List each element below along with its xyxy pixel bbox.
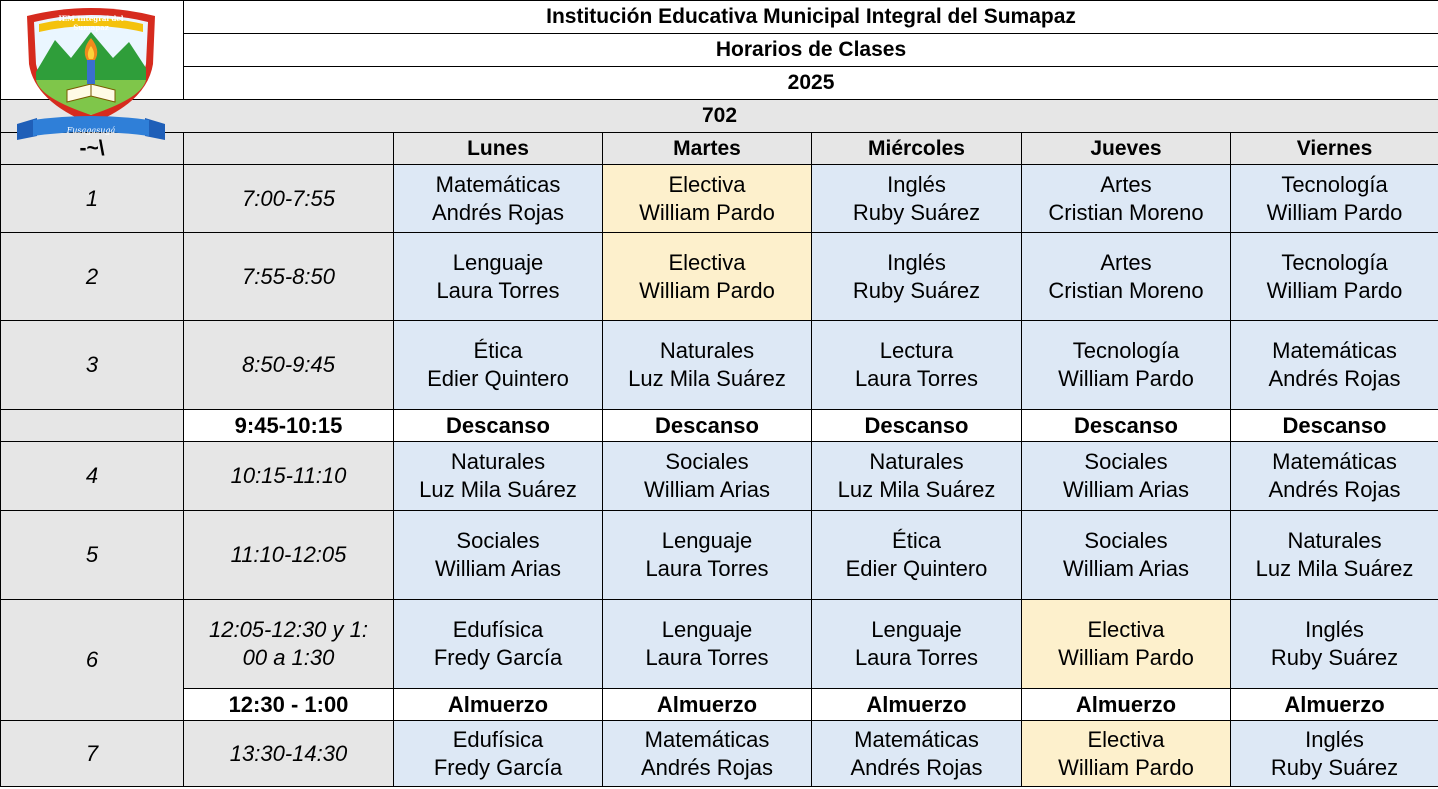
break-label: Almuerzo [394, 689, 603, 721]
subject-name: Electiva [668, 249, 746, 275]
class-cell [394, 233, 603, 321]
teacher-name: Ruby Suárez [852, 199, 981, 225]
teacher-name: William Arias [435, 556, 561, 581]
subject-name: Matemáticas [1272, 449, 1397, 474]
teacher-name: Laura Torres [436, 277, 560, 303]
class-cell [1022, 165, 1231, 233]
break-period-cell [1, 410, 184, 442]
break-label: Descanso [1022, 410, 1231, 442]
break-time: 9:45-10:15 [184, 410, 394, 442]
break-row [1, 410, 1438, 442]
period-number: 4 [1, 442, 184, 511]
class-cell [603, 233, 812, 321]
subject-name: Tecnología [1072, 338, 1180, 363]
class-cell [1022, 442, 1231, 511]
class-cell [1022, 511, 1231, 600]
subject-name: Electiva [1087, 617, 1165, 642]
break-label: Descanso [394, 410, 603, 442]
teacher-name: Andrés Rojas [1268, 477, 1401, 502]
class-cell [1231, 511, 1438, 600]
subject-name: Edufísica [452, 617, 544, 642]
year-label: 2025 [184, 67, 1438, 100]
period-time-text: 11:10-12:05 [230, 542, 347, 567]
period-row [1, 600, 1438, 689]
day-header-jueves: Jueves [1022, 133, 1231, 165]
time-header [184, 133, 394, 165]
subject-name: Inglés [1305, 617, 1364, 642]
day-header-miercoles: Miércoles [812, 133, 1022, 165]
teacher-name: Luz Mila Suárez [1255, 556, 1414, 581]
period-time [184, 321, 394, 410]
subject-name: Lenguaje [871, 617, 962, 642]
class-cell [812, 321, 1022, 410]
crest-top-text: IEM Integral del Sumapaz [58, 14, 124, 32]
break-label: Descanso [1231, 410, 1438, 442]
page-title: Horarios de Clases [184, 34, 1438, 67]
crest-ribbon-text: Fusagasugá [66, 126, 116, 135]
teacher-name: Laura Torres [645, 645, 769, 670]
teacher-name: William Pardo [639, 277, 775, 303]
teacher-name: Ruby Suárez [1270, 645, 1399, 670]
class-cell [812, 511, 1022, 600]
period-row [1, 233, 1438, 321]
period-time [184, 442, 394, 511]
class-cell [812, 600, 1022, 689]
day-header-lunes: Lunes [394, 133, 603, 165]
teacher-name: Edier Quintero [427, 366, 569, 391]
teacher-name: William Pardo [1266, 277, 1403, 303]
period-number: 2 [1, 233, 184, 321]
subject-name: Edufísica [452, 726, 544, 752]
corner-header: -~\ [1, 133, 184, 165]
class-cell [1022, 600, 1231, 689]
subject-name: Matemáticas [435, 171, 561, 197]
period-time [184, 165, 394, 233]
teacher-name: Laura Torres [645, 556, 769, 581]
teacher-name: William Pardo [639, 199, 775, 225]
break-label: Almuerzo [603, 689, 812, 721]
subject-name: Lenguaje [661, 617, 753, 642]
period-time-text: 8:50-9:45 [242, 352, 335, 377]
class-cell [812, 165, 1022, 233]
period-row [1, 165, 1438, 233]
period-number: 1 [1, 165, 184, 233]
class-cell [603, 442, 812, 511]
break-label: Almuerzo [1231, 689, 1438, 721]
teacher-name: Luz Mila Suárez [419, 477, 577, 502]
teacher-name: William Pardo [1058, 754, 1194, 780]
class-cell [603, 511, 812, 600]
subject-name: Ética [473, 338, 523, 363]
group-label: 702 [1, 100, 1438, 133]
break-label: Descanso [603, 410, 812, 442]
class-cell [1022, 721, 1231, 787]
teacher-name: Luz Mila Suárez [628, 366, 786, 391]
period-number: 6 [1, 600, 184, 721]
teacher-name: Laura Torres [854, 366, 979, 391]
teacher-name: William Pardo [1058, 366, 1194, 391]
class-cell [603, 321, 812, 410]
class-cell [394, 511, 603, 600]
period-time [184, 600, 394, 689]
subject-name: Inglés [1305, 726, 1364, 752]
subject-name: Naturales [1287, 528, 1382, 553]
break-row [1, 689, 1438, 721]
teacher-name: Edier Quintero [845, 556, 988, 581]
break-label: Almuerzo [812, 689, 1022, 721]
subject-name: Electiva [1087, 726, 1165, 752]
teacher-name: Ruby Suárez [1270, 754, 1399, 780]
period-time [184, 233, 394, 321]
subject-name: Naturales [659, 338, 755, 363]
subject-name: Electiva [668, 171, 746, 197]
teacher-name: Andrés Rojas [1268, 366, 1401, 391]
class-cell [603, 600, 812, 689]
subject-name: Tecnología [1281, 249, 1388, 275]
period-time [184, 721, 394, 787]
break-label: Descanso [812, 410, 1022, 442]
teacher-name: Ruby Suárez [852, 277, 981, 303]
class-cell [1022, 233, 1231, 321]
teacher-name: Andrés Rojas [431, 199, 565, 225]
day-header-viernes: Viernes [1231, 133, 1438, 165]
subject-name: Matemáticas [1272, 338, 1397, 363]
period-number: 5 [1, 511, 184, 600]
period-number: 7 [1, 721, 184, 787]
teacher-name: Cristian Moreno [1048, 199, 1204, 225]
subject-name: Naturales [869, 449, 964, 474]
class-cell [603, 721, 812, 787]
subject-name: Inglés [887, 249, 946, 275]
teacher-name: William Arias [1063, 477, 1189, 502]
teacher-name: William Arias [1063, 556, 1189, 581]
subject-name: Tecnología [1281, 171, 1388, 197]
period-number: 3 [1, 321, 184, 410]
period-time [184, 511, 394, 600]
break-label: Almuerzo [1022, 689, 1231, 721]
subject-name: Lectura [879, 338, 954, 363]
teacher-name: Andrés Rojas [850, 754, 983, 780]
teacher-name: Fredy García [433, 754, 563, 780]
subject-name: Artes [1100, 171, 1152, 197]
class-cell [603, 165, 812, 233]
subject-name: Lenguaje [452, 249, 544, 275]
subject-name: Sociales [1084, 528, 1168, 553]
class-cell [812, 442, 1022, 511]
period-time-text: 7:55-8:50 [242, 263, 335, 289]
teacher-name: William Pardo [1058, 645, 1194, 670]
schedule-body [1, 165, 1438, 787]
class-cell [394, 600, 603, 689]
subject-name: Sociales [456, 528, 540, 553]
class-cell [812, 233, 1022, 321]
class-cell [394, 442, 603, 511]
institution-name: Institución Educativa Municipal Integral del Sumapaz [184, 1, 1438, 34]
subject-name: Matemáticas [644, 726, 770, 752]
class-cell [1231, 721, 1438, 787]
teacher-name: William Pardo [1266, 199, 1403, 225]
class-cell [394, 321, 603, 410]
class-cell [394, 165, 603, 233]
period-time-text: 10:15-11:10 [230, 463, 347, 488]
subject-name: Naturales [450, 449, 546, 474]
period-time-text: 12:05-12:30 y 1: 00 a 1:30 [208, 617, 368, 670]
subject-name: Ética [892, 528, 941, 553]
period-time-text: 13:30-14:30 [229, 740, 348, 766]
period-row [1, 511, 1438, 600]
subject-name: Sociales [665, 449, 749, 474]
subject-name: Sociales [1084, 449, 1168, 474]
class-cell [1231, 165, 1438, 233]
period-row [1, 721, 1438, 787]
class-cell [394, 721, 603, 787]
period-time-text: 7:00-7:55 [242, 185, 335, 211]
subject-name: Artes [1100, 249, 1152, 275]
subject-name: Lenguaje [661, 528, 753, 553]
break-time: 12:30 - 1:00 [184, 689, 394, 721]
subject-name: Matemáticas [854, 726, 979, 752]
teacher-name: Fredy García [433, 645, 563, 670]
teacher-name: Cristian Moreno [1048, 277, 1204, 303]
teacher-name: Laura Torres [854, 645, 979, 670]
subject-name: Inglés [887, 171, 946, 197]
teacher-name: William Arias [644, 477, 770, 502]
teacher-name: Andrés Rojas [640, 754, 774, 780]
class-cell [812, 721, 1022, 787]
day-header-martes: Martes [603, 133, 812, 165]
class-cell [1231, 442, 1438, 511]
period-row [1, 321, 1438, 410]
period-row [1, 442, 1438, 511]
class-cell [1231, 233, 1438, 321]
class-cell [1231, 600, 1438, 689]
teacher-name: Luz Mila Suárez [837, 477, 996, 502]
class-cell [1231, 321, 1438, 410]
class-cell [1022, 321, 1231, 410]
